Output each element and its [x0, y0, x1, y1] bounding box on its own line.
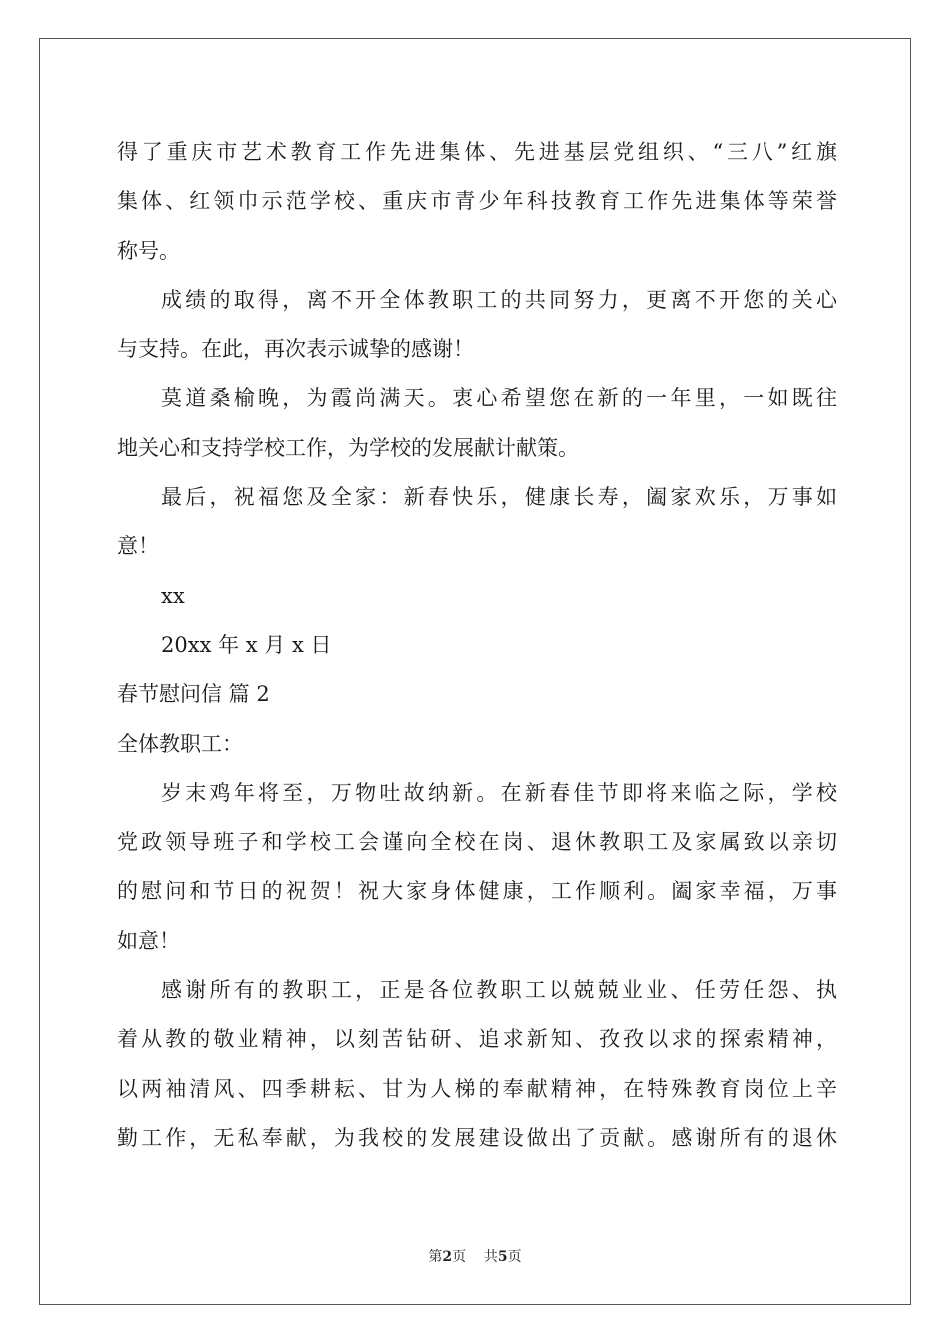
- text-line: 的慰问和节日的祝贺！祝大家身体健康，工作顺利。阖家幸福，万事: [117, 879, 837, 904]
- text-line: 得了重庆市艺术教育工作先进集体、先进基层党组织、“三八”红旗: [117, 140, 837, 164]
- text-line: 与支持。在此，再次表示诚挚的感谢！: [117, 337, 474, 362]
- text-line: 着从教的敬业精神，以刻苦钻研、追求新知、孜孜以求的探索精神，: [117, 1027, 837, 1052]
- text-line: 以两袖清风、四季耕耘、甘为人梯的奉献精神，在特殊教育岗位上辛: [117, 1076, 837, 1101]
- text-line: 春节慰问信 篇 2: [117, 682, 270, 707]
- text-line: 成绩的取得，离不开全体教职工的共同努力，更离不开您的关心: [161, 287, 837, 312]
- text-line: 莫道桑榆晚，为霞尚满天。衷心希望您在新的一年里，一如既往: [161, 386, 837, 411]
- footer-mid: 页 共: [452, 1249, 498, 1265]
- text-line: 党政领导班子和学校工会谨向全校在岗、退休教职工及家属致以亲切: [117, 830, 837, 855]
- page-footer: [0, 1246, 950, 1266]
- text-line: 勤工作，无私奉献，为我校的发展建设做出了贡献。感谢所有的退休: [117, 1125, 837, 1150]
- text-line: 全体教职工：: [117, 731, 243, 756]
- text-line: xx: [161, 583, 185, 608]
- text-line: 集体、红领巾示范学校、重庆市青少年科技教育工作先进集体等荣誉: [117, 189, 837, 214]
- text-line: 称号。: [117, 238, 180, 263]
- text-line: 最后，祝福您及全家：新春快乐，健康长寿，阖家欢乐，万事如: [161, 485, 837, 510]
- footer-total-pages: 5: [497, 1249, 508, 1265]
- text-line: 如意！: [117, 928, 180, 953]
- text-line: 感谢所有的教职工，正是各位教职工以兢兢业业、任劳任怨、执: [161, 978, 837, 1003]
- text-line: 岁末鸡年将至，万物吐故纳新。在新春佳节即将来临之际，学校: [161, 780, 837, 805]
- footer-prefix: 第: [428, 1249, 443, 1265]
- document-body: [117, 128, 837, 1163]
- footer-suffix: 页: [507, 1249, 522, 1265]
- text-line: 地关心和支持学校工作，为学校的发展献计献策。: [117, 435, 579, 460]
- footer-current-page: 2: [442, 1249, 453, 1265]
- text-line: 意！: [117, 534, 159, 559]
- text-line: 20xx 年 x 月 x 日: [161, 632, 332, 657]
